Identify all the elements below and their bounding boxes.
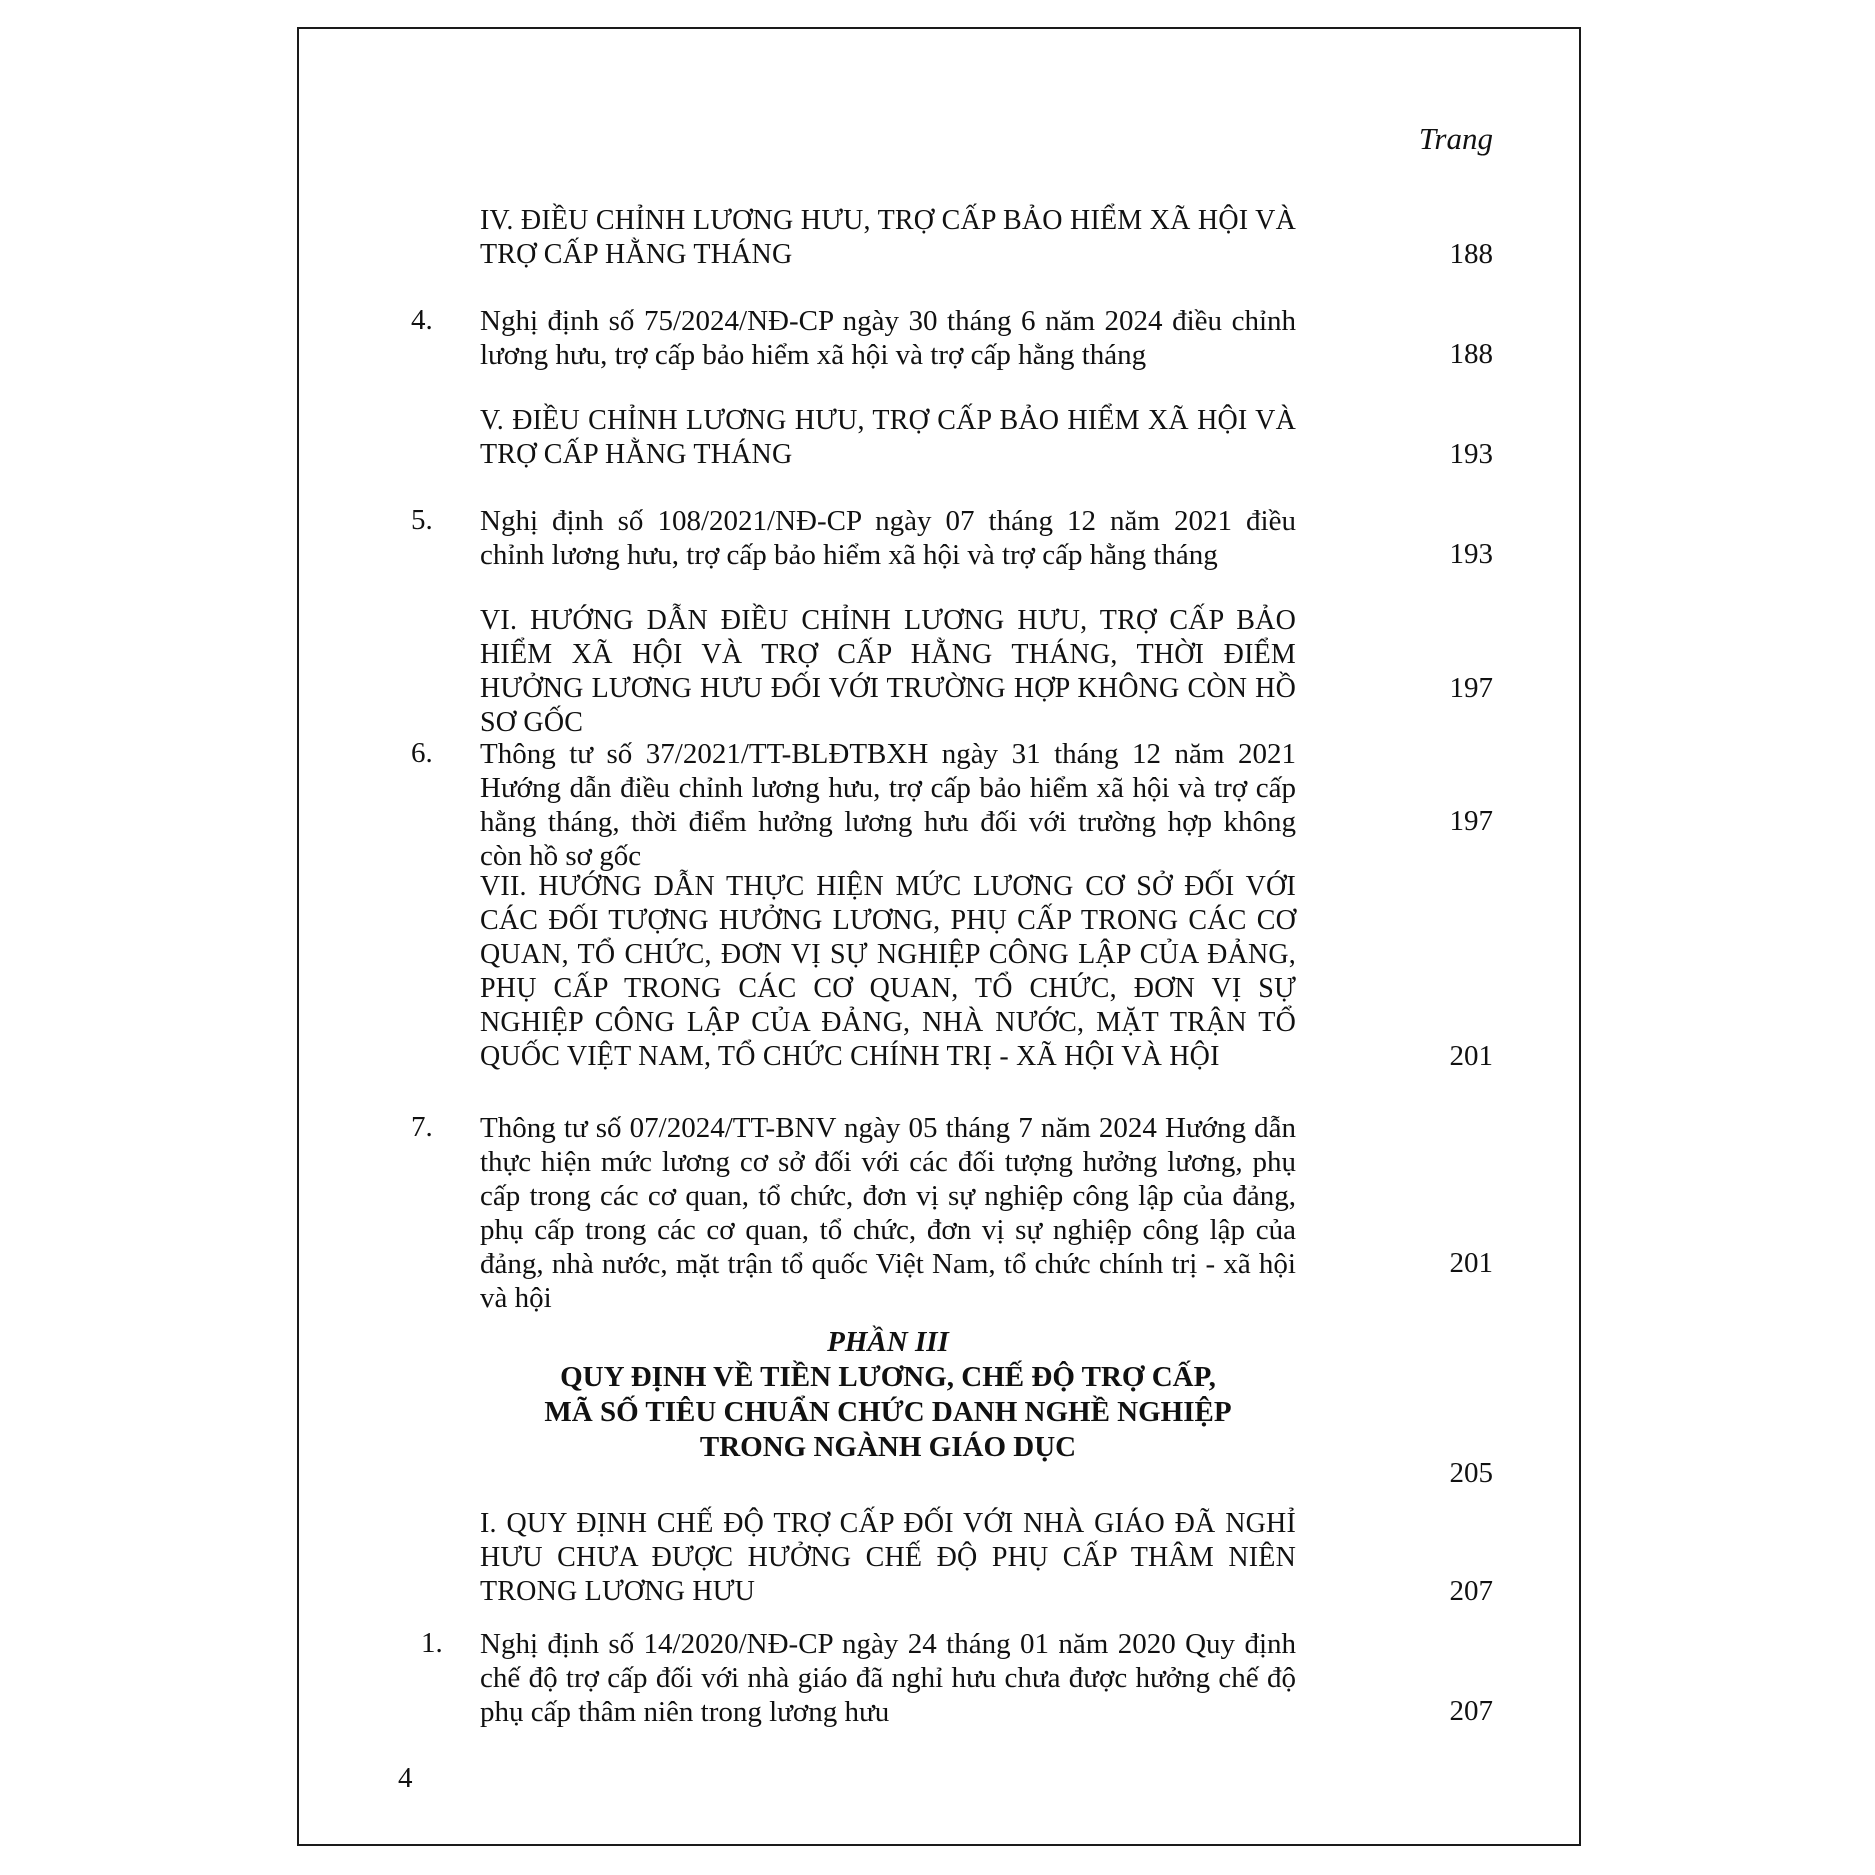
toc-entry-text: V. ĐIỀU CHỈNH LƯƠNG HƯU, TRỢ CẤP BẢO HIỂM XÃ HỘI VÀ TRỢ CẤP HẰNG THÁNG xyxy=(480,405,1296,470)
toc-entry-text: Thông tư số 07/2024/TT-BNV ngày 05 tháng 7 năm 2024 Hướng dẫn thực hiện mức lương cơ sở đối với các đối tượng hưởng lương, phụ cấp trong các cơ quan, tổ chức, đơn vị sự nghiệp công lập của đảng, phụ cấp trong các cơ quan, tổ chức, đơn vị sự nghiệp công lập của đảng, nhà nước, mặt trận tổ quốc Việt Nam, tổ chức chính trị - xã hội và hội xyxy=(480,1112,1296,1314)
footer-page-number: 4 xyxy=(398,1762,413,1794)
toc-entry-page: 193 xyxy=(1449,538,1493,570)
toc-entry-text: Nghị định số 75/2024/NĐ-CP ngày 30 tháng 6 năm 2024 điều chỉnh lương hưu, trợ cấp bảo hiểm xã hội và trợ cấp hằng tháng xyxy=(480,305,1296,371)
toc-entry-text: VI. HƯỚNG DẪN ĐIỀU CHỈNH LƯƠNG HƯU, TRỢ CẤP BẢO HIỂM XÃ HỘI VÀ TRỢ CẤP HẰNG THÁNG, THỜI ĐIỂM HƯỞNG LƯƠNG HƯU ĐỐI VỚI TRƯỜNG HỢP KHÔNG CÒN HỒ SƠ GỐC xyxy=(480,605,1296,738)
toc-entry-number: 7. xyxy=(411,1111,433,1143)
toc-entry-page: 188 xyxy=(1449,238,1493,270)
table-of-contents xyxy=(299,29,1579,1844)
document-page xyxy=(297,27,1581,1846)
toc-entry-page: 188 xyxy=(1449,338,1493,370)
toc-entry-number: 6. xyxy=(411,737,433,769)
part-heading[interactable] xyxy=(480,1325,1296,1465)
toc-entry-page: 207 xyxy=(1449,1575,1493,1607)
part-title-line: QUY ĐỊNH VỀ TIỀN LƯƠNG, CHẾ ĐỘ TRỢ CẤP, xyxy=(560,1361,1216,1393)
toc-entry-number: 4. xyxy=(411,304,433,336)
toc-entry-text: VII. HƯỚNG DẪN THỰC HIỆN MỨC LƯƠNG CƠ SỞ ĐỐI VỚI CÁC ĐỐI TƯỢNG HƯỞNG LƯƠNG, PHỤ CẤP TRONG CÁC CƠ QUAN, TỔ CHỨC, ĐƠN VỊ SỰ NGHIỆP CÔNG LẬP CỦA ĐẢNG, PHỤ CẤP TRONG CÁC CƠ QUAN, TỔ CHỨC, ĐƠN VỊ SỰ NGHIỆP CÔNG LẬP CỦA ĐẢNG, NHÀ NƯỚC, MẶT TRẬN TỔ QUỐC VIỆT NAM, TỔ CHỨC CHÍNH TRỊ - XÃ HỘI VÀ HỘI xyxy=(480,871,1296,1072)
toc-entry-number: 5. xyxy=(411,504,433,536)
toc-entry-text: Nghị định số 108/2021/NĐ-CP ngày 07 tháng 12 năm 2021 điều chỉnh lương hưu, trợ cấp bảo hiểm xã hội và trợ cấp hằng tháng xyxy=(480,505,1296,571)
toc-entry-text: IV. ĐIỀU CHỈNH LƯƠNG HƯU, TRỢ CẤP BẢO HIỂM XÃ HỘI VÀ TRỢ CẤP HẰNG THÁNG xyxy=(480,205,1296,270)
toc-entry-page: 197 xyxy=(1449,805,1493,837)
toc-entry-page: 201 xyxy=(1449,1040,1493,1072)
part-title-line: TRONG NGÀNH GIÁO DỤC xyxy=(699,1431,1077,1463)
part-label: PHẦN III xyxy=(827,1326,949,1358)
toc-entry-page: 207 xyxy=(1449,1695,1493,1727)
toc-entry-text: Nghị định số 14/2020/NĐ-CP ngày 24 tháng 01 năm 2020 Quy định chế độ trợ cấp đối với nhà giáo đã nghỉ hưu chưa được hưởng chế độ phụ cấp thâm niên trong lương hưu xyxy=(480,1628,1296,1728)
toc-entry-page: 193 xyxy=(1449,438,1493,470)
toc-entry-text: I. QUY ĐỊNH CHẾ ĐỘ TRỢ CẤP ĐỐI VỚI NHÀ GIÁO ĐÃ NGHỈ HƯU CHƯA ĐƯỢC HƯỞNG CHẾ ĐỘ PHỤ CẤP THÂM NIÊN TRONG LƯƠNG HƯU xyxy=(480,1508,1296,1607)
toc-entry-number: 1. xyxy=(421,1627,443,1659)
part-page: 205 xyxy=(1449,1457,1493,1489)
toc-entry-page: 197 xyxy=(1449,672,1493,704)
page-column-label: Trang xyxy=(1418,121,1493,156)
toc-entry-page: 201 xyxy=(1449,1247,1493,1279)
part-title-line: MÃ SỐ TIÊU CHUẨN CHỨC DANH NGHỀ NGHIỆP xyxy=(544,1396,1232,1428)
toc-entry-text: Thông tư số 37/2021/TT-BLĐTBXH ngày 31 tháng 12 năm 2021 Hướng dẫn điều chỉnh lương hưu, trợ cấp bảo hiểm xã hội và trợ cấp hằng tháng, thời điểm hưởng lương hưu đối với trường hợp không còn hồ sơ gốc xyxy=(480,738,1296,872)
